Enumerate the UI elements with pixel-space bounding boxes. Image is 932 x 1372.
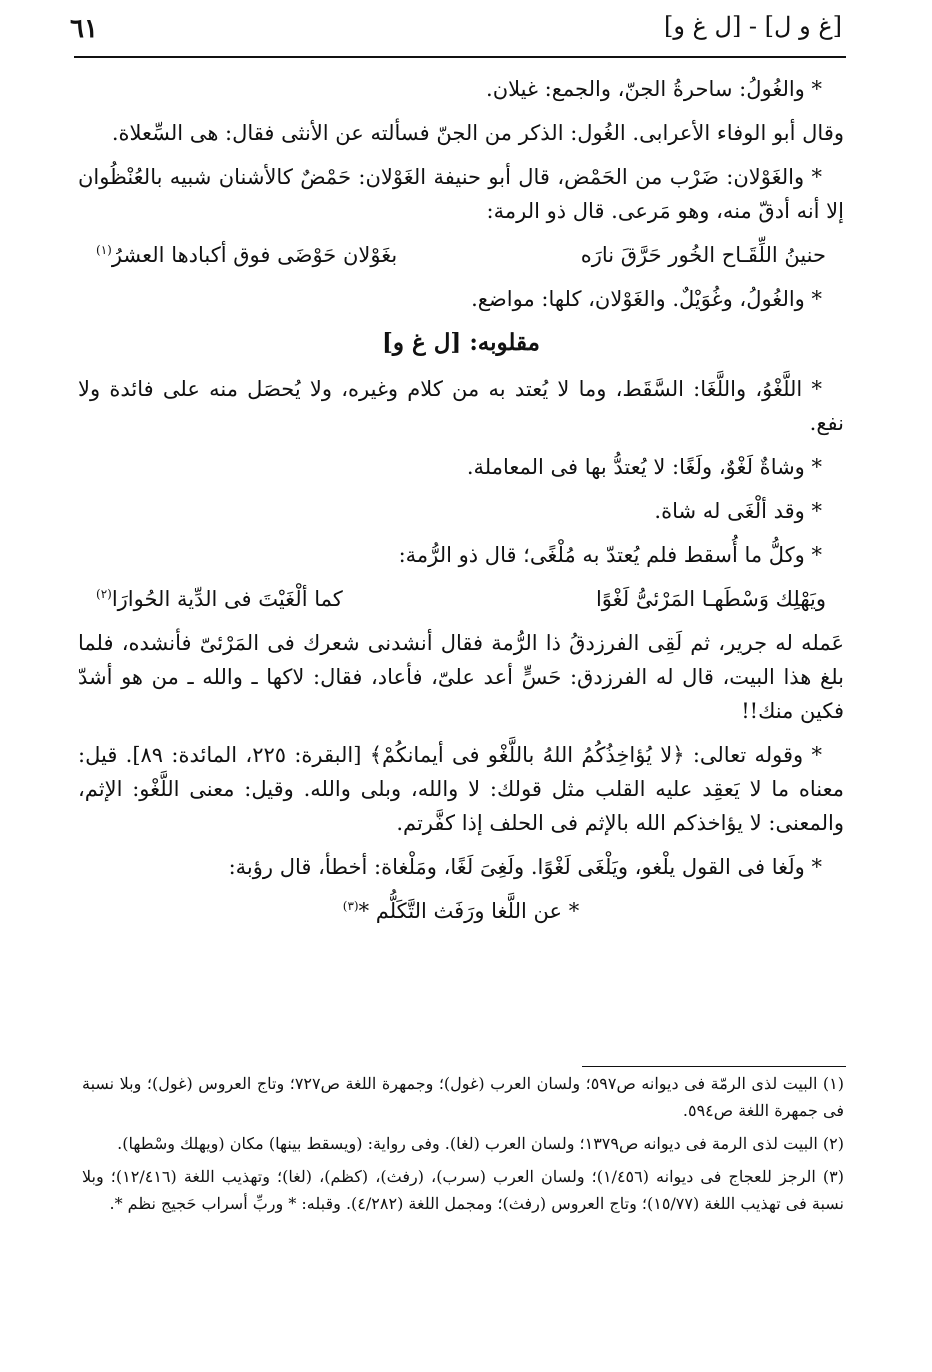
paragraph: * والغُولُ: ساحرةُ الجنّ، والجمع: غيلان.	[486, 77, 822, 101]
running-title: [غ و ل] - [ل غ و]	[663, 12, 842, 40]
poetry-verse	[96, 238, 826, 272]
verse-second-hemistich	[96, 582, 343, 616]
rajaz-text: * عن اللَّغا ورَفَث التَّكَلُّم *	[358, 899, 580, 923]
main-text	[78, 72, 844, 928]
paragraph: * ولَغا فى القول يلْغو، ويَلْغَى لَغْوًا. ولَغِىَ لَغًا، ومَلْغاة: أخطأ، قال رؤبة:	[228, 855, 822, 879]
verse-text: بغَوْلان حَوْضَى فوق أكبادها العشرُ	[111, 243, 398, 267]
section-heading: مقلوبه: [ل غ و]	[381, 329, 540, 356]
footnote-divider	[582, 1066, 846, 1067]
paragraph: * اللَّغْوُ، واللَّغَا: السَّقَط، وما لا يُعتد به من كلام وغيره، ولا يُحصَل منه على فائدة ولا نفع.	[78, 377, 844, 435]
paragraph: وقال أبو الوفاء الأعرابى. الغُول: الذكر من الجنّ فسألته عن الأنثى فقال: هى السِّعلاة.	[111, 121, 844, 145]
paragraph: * وقوله تعالى: ﴿لا يُؤاخِذُكُمُ اللهُ باللَّغْو فى أيمانكُمْ﴾ [البقرة: ٢٢٥، المائدة: ٨٩]. قيل: معناه ما لا يَعقِد عليه القلب مثل قولك: لا والله، وبلى والله. وقيل: معنى اللَّغْو: الإثم، والمعنى: لا يؤاخذكم الله بالإثم فى الحلف إذا كفَّرتم.	[78, 743, 844, 835]
page-header	[70, 10, 842, 44]
page-number: ٦١	[70, 14, 98, 44]
footnote-marker: (٢)	[96, 587, 112, 601]
poetry-verse	[96, 582, 826, 616]
rajaz-line	[78, 894, 844, 928]
paragraph: * والغُولُ، وغُوَيْلٌ. والغَوْلان، كلها: مواضع.	[471, 287, 822, 311]
verse-first-hemistich: حنينُ اللِّقَـاح الخُور حَرَّقَ نارَه	[580, 243, 826, 267]
verse-first-hemistich: ويَهْلِك وَسْطَهـا المَرْئىُّ لَغْوًا	[595, 587, 826, 611]
paragraph: * وقد ألْغَى له شاة.	[654, 499, 822, 523]
footnote-marker: (١)	[96, 243, 112, 257]
verse-text: كما ألْغَيْتَ فى الدِّية الحُوارَا	[111, 587, 343, 611]
paragraph: * والغَوْلان: ضَرْب من الحَمْض، قال أبو حنيفة الغَوْلان: حَمْضٌ كالأشنان شبيه بالعُنْظُوان إلا أنه أدقّ منه، وهو مَرعى. قال ذو الرمة:	[78, 165, 844, 223]
footnotes	[82, 1070, 844, 1223]
footnote: (١) البيت لذى الرمّة فى ديوانه ص٥٩٧؛ ولسان العرب (غول)؛ وجمهرة اللغة ص٧٢٧؛ وتاج العروس (غول)؛ وبلا نسبة فى جمهرة اللغة ص٥٩٤.	[82, 1074, 845, 1120]
footnote: (٢) البيت لذى الرمة فى ديوانه ص١٣٧٩؛ ولسان العرب (لغا). وفى رواية: (ويسقط بينها) مكان (ويهلك وسْطها).	[117, 1134, 844, 1153]
paragraph: * وشاةٌ لَغْوٌ، ولَغًا: لا يُعتدُّ بها فى المعاملة.	[466, 455, 822, 479]
paragraph: عَمله له جرير، ثم لَقِى الفرزدقُ ذا الرُّمة فقال أنشدنى شعرك فى المَرْئىّ فأنشده، فلما بلغ هذا البيت، قال له الفرزدق: حَسٍّ أعد علىّ، فأعاد، فقال: لاكها ـ والله ـ من هو أشدّ فكين منك!!	[78, 631, 844, 723]
footnote: (٣) الرجز للعجاج فى ديوانه (١/٤٥٦)؛ ولسان العرب (سرب)، (رفث)، (كظم)، (لغا)؛ وتهذيب اللغة (١٢/٤١٦)؛ وبلا نسبة فى تهذيب اللغة (١٥/٧٧)؛ وتاج العروس (رفث)؛ ومجمل اللغة (٤/٢٨٢). وقبله: * وربِّ أسراب حَجيج نظم *.	[82, 1167, 845, 1213]
paragraph: * وكلُّ ما أُسقط فلم يُعتدّ به مُلْغًى؛ قال ذو الرُّمة:	[398, 543, 822, 567]
footnote-marker: (٣)	[342, 899, 359, 913]
header-divider	[74, 56, 846, 58]
verse-second-hemistich	[96, 238, 397, 272]
